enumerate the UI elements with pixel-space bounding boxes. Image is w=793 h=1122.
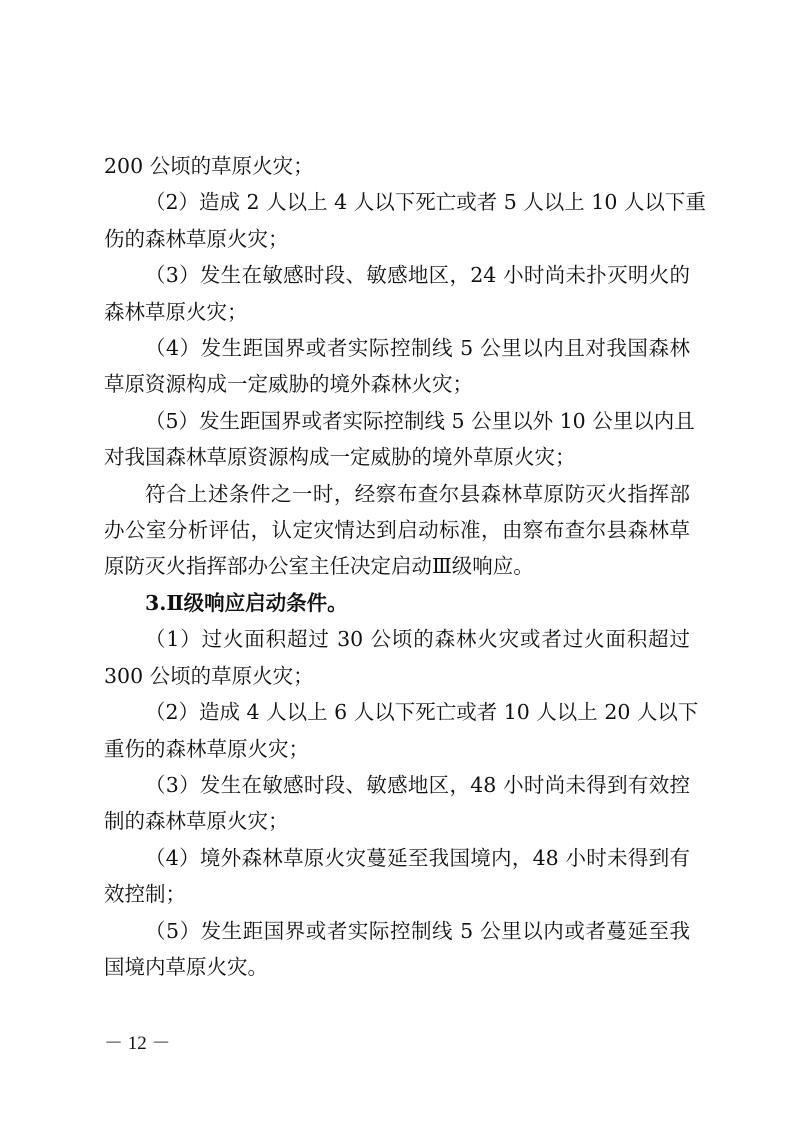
text-line: 草原资源构成一定威胁的境外森林火灾； (104, 372, 473, 397)
text-line: 3.Ⅱ级响应启动条件。 (145, 590, 348, 615)
text-line: 国境内草原火灾。 (104, 954, 268, 979)
text-line: （1）过火面积超过 30 公顷的森林火灾或者过火面积超过 (145, 627, 690, 652)
paragraph (104, 621, 690, 694)
paragraph (104, 148, 690, 184)
text-line: （4）境外森林草原火灾蔓延至我国境内，48 小时未得到有 (145, 845, 690, 870)
text-line: 原防灭火指挥部办公室主任决定启动Ⅲ级响应。 (104, 554, 534, 579)
text-line: （2）造成 4 人以上 6 人以下死亡或者 10 人以上 20 人以下 (145, 700, 699, 725)
paragraph (104, 694, 699, 767)
text-line: （4）发生距国界或者实际控制线 5 公里以内且对我国森林 (145, 336, 690, 361)
paragraph (104, 840, 690, 913)
paragraph (104, 184, 706, 257)
text-line: 重伤的森林草原火灾； (104, 736, 309, 761)
text-line: 200 公顷的草原火灾； (104, 154, 314, 178)
text-line: 对我国森林草原资源构成一定威胁的境外草原火灾； (104, 445, 576, 470)
text-line: 效控制； (104, 882, 186, 907)
text-line: （5）发生距国界或者实际控制线 5 公里以外 10 公里以内且 (145, 408, 695, 433)
text-line: （3）发生在敏感时段、敏感地区，24 小时尚未扑灭明火的 (145, 263, 690, 288)
text-line: 制的森林草原火灾； (104, 809, 289, 834)
text-line: （2）造成 2 人以上 4 人以下死亡或者 5 人以上 10 人以下重 (145, 190, 706, 215)
paragraph (104, 403, 695, 476)
text-line: （3）发生在敏感时段、敏感地区，48 小时尚未得到有效控 (145, 772, 690, 797)
section-heading (104, 585, 690, 621)
text-line: 符合上述条件之一时，经察布查尔县森林草原防灭火指挥部 (145, 481, 690, 506)
paragraph (104, 476, 690, 585)
text-line: （5）发生距国界或者实际控制线 5 公里以内或者蔓延至我 (145, 918, 690, 943)
text-line: 森林草原火灾； (104, 299, 248, 324)
paragraph (104, 330, 690, 403)
text-line: 伤的森林草原火灾； (104, 226, 289, 251)
paragraph (104, 257, 690, 330)
text-line: 办公室分析评估，认定灾情达到启动标准，由察布查尔县森林草 (104, 518, 690, 543)
text-line: 300 公顷的草原火灾； (104, 663, 314, 688)
paragraph (104, 767, 690, 840)
page-number: － 12 － (104, 1033, 171, 1054)
document-body (104, 148, 706, 985)
paragraph (104, 913, 690, 986)
